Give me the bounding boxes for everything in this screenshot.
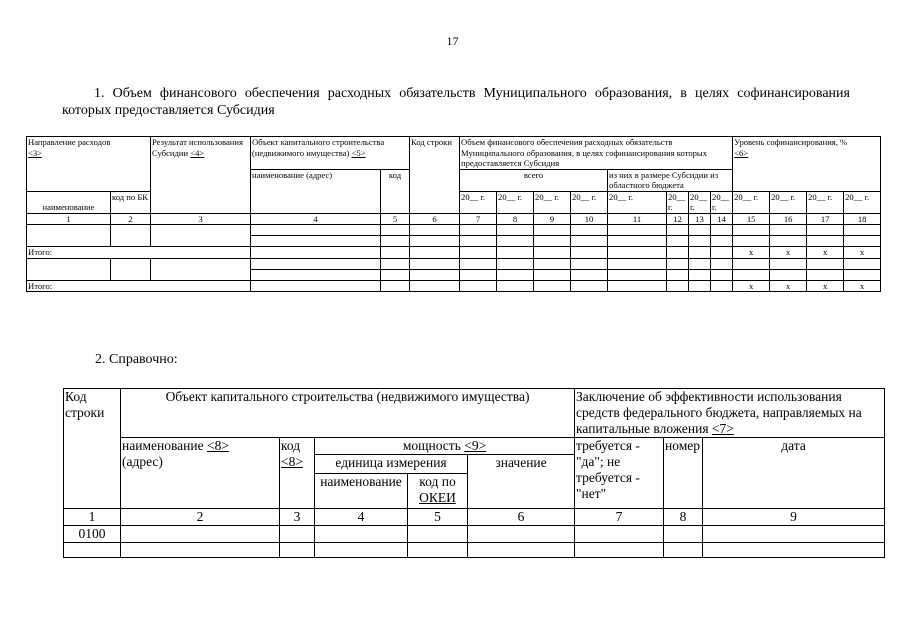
table-cell[interactable] xyxy=(667,247,689,259)
table-cell[interactable] xyxy=(111,225,151,247)
table-cell[interactable] xyxy=(711,247,733,259)
table-cell[interactable] xyxy=(664,526,703,543)
column-number: 11 xyxy=(608,213,667,225)
column-number: 8 xyxy=(664,509,703,526)
table-cell[interactable] xyxy=(121,526,280,543)
table-cell[interactable] xyxy=(689,225,711,236)
column-number: 9 xyxy=(703,509,885,526)
table-cell[interactable] xyxy=(844,269,881,280)
table-cell[interactable] xyxy=(711,225,733,236)
column-number: 8 xyxy=(497,213,534,225)
header-number: номер xyxy=(664,438,703,509)
table-cell[interactable] xyxy=(111,258,151,280)
x-mark: х xyxy=(733,280,770,292)
column-number: 3 xyxy=(151,213,251,225)
column-number: 4 xyxy=(251,213,381,225)
header-total: всего xyxy=(460,169,608,191)
table-cell[interactable] xyxy=(667,280,689,292)
header-name: наименование <8> (адрес) xyxy=(121,438,280,509)
itogo-label: Итого: xyxy=(27,280,251,292)
x-mark: х xyxy=(807,247,844,259)
table-cell[interactable] xyxy=(733,269,770,280)
table-cell[interactable] xyxy=(534,258,571,269)
table-cell[interactable] xyxy=(667,225,689,236)
table-cell[interactable] xyxy=(689,280,711,292)
header-capacity: мощность <9> xyxy=(315,438,575,455)
header-object: Объект капитального строительства (недвижимого имущества) xyxy=(121,389,575,438)
table-cell[interactable] xyxy=(667,269,689,280)
table-cell[interactable] xyxy=(608,225,667,236)
x-mark: х xyxy=(807,280,844,292)
section2-title: 2. Справочно: xyxy=(95,352,178,367)
table-cell[interactable] xyxy=(807,236,844,247)
reference-table xyxy=(63,388,885,558)
table-cell[interactable] xyxy=(251,280,381,292)
column-number: 16 xyxy=(770,213,807,225)
section1-title xyxy=(62,85,850,119)
table-cell[interactable] xyxy=(571,280,608,292)
column-number: 17 xyxy=(807,213,844,225)
table-cell[interactable] xyxy=(534,247,571,259)
column-number: 10 xyxy=(571,213,608,225)
column-number: 1 xyxy=(27,213,111,225)
table-cell[interactable] xyxy=(689,269,711,280)
header-code: код <8> xyxy=(280,438,315,509)
table-cell[interactable] xyxy=(733,236,770,247)
table-cell[interactable] xyxy=(571,225,608,236)
footnote-link-8[interactable]: <8> xyxy=(206,438,229,453)
column-number: 2 xyxy=(111,213,151,225)
column-number: 13 xyxy=(689,213,711,225)
column-number-row xyxy=(64,509,885,526)
table-cell[interactable] xyxy=(280,526,315,543)
table-cell[interactable] xyxy=(667,258,689,269)
page-number: 17 xyxy=(446,34,459,48)
footnote-link-7[interactable]: <7> xyxy=(711,421,734,436)
table-cell[interactable] xyxy=(664,543,703,558)
okei-link[interactable]: ОКЕИ xyxy=(419,490,456,505)
table-cell[interactable] xyxy=(410,269,460,280)
table-cell[interactable] xyxy=(251,225,381,236)
column-number: 14 xyxy=(711,213,733,225)
year-header: 20__ г. xyxy=(689,191,711,213)
table-cell[interactable] xyxy=(280,543,315,558)
table-row xyxy=(27,225,881,236)
footnote-link-9[interactable]: <9> xyxy=(464,438,487,453)
column-number-row xyxy=(27,213,881,225)
table-cell[interactable] xyxy=(251,269,381,280)
year-header: 20__ г. xyxy=(534,191,571,213)
header-unit-name: наименование xyxy=(315,474,408,509)
table-cell[interactable] xyxy=(608,258,667,269)
table-cell[interactable] xyxy=(844,258,881,269)
column-number: 18 xyxy=(844,213,881,225)
table-cell[interactable] xyxy=(251,236,381,247)
table-cell[interactable] xyxy=(497,258,534,269)
table-cell[interactable] xyxy=(608,280,667,292)
table-cell[interactable] xyxy=(410,247,460,259)
year-header: 20__ г. xyxy=(733,191,770,213)
table-cell[interactable] xyxy=(460,247,497,259)
table-cell[interactable] xyxy=(460,280,497,292)
table-cell[interactable] xyxy=(534,236,571,247)
column-number: 5 xyxy=(408,509,468,526)
column-number: 5 xyxy=(381,213,410,225)
x-mark: х xyxy=(733,247,770,259)
x-mark: х xyxy=(770,280,807,292)
itogo-label: Итого: xyxy=(27,247,251,259)
table-cell[interactable] xyxy=(689,258,711,269)
itogo-row xyxy=(27,247,881,259)
table-cell[interactable] xyxy=(460,225,497,236)
table-cell[interactable] xyxy=(460,269,497,280)
header-regional: из них в размере Субсидии из областного бюджета xyxy=(608,169,733,191)
table-cell[interactable] xyxy=(497,280,534,292)
table-cell[interactable] xyxy=(460,258,497,269)
table-cell[interactable] xyxy=(497,269,534,280)
column-number: 6 xyxy=(468,509,575,526)
table-cell[interactable] xyxy=(151,258,251,280)
footnote-link-5[interactable]: <5> xyxy=(351,147,366,158)
table-cell[interactable] xyxy=(844,236,881,247)
table-cell[interactable] xyxy=(151,225,251,247)
table-cell[interactable] xyxy=(575,543,664,558)
table-cell[interactable] xyxy=(381,269,410,280)
table-cell[interactable] xyxy=(381,236,410,247)
table-cell[interactable] xyxy=(410,236,460,247)
table-cell[interactable] xyxy=(667,236,689,247)
column-number: 9 xyxy=(534,213,571,225)
column-number: 4 xyxy=(315,509,408,526)
table-row xyxy=(64,543,885,558)
header-direction-code: код по БК xyxy=(111,191,151,213)
table-cell[interactable] xyxy=(534,280,571,292)
year-header: 20__ г. xyxy=(497,191,534,213)
table-cell[interactable] xyxy=(770,236,807,247)
table-cell[interactable] xyxy=(534,269,571,280)
year-header: 20__ г. xyxy=(571,191,608,213)
header-unit: единица измерения xyxy=(315,455,468,474)
table-cell[interactable] xyxy=(770,258,807,269)
table-cell[interactable] xyxy=(711,269,733,280)
section1-title-text: 1. Объем финансового обеспечения расходных обязательств Муниципального образования, в целях софинансирования которых предоставляется Субсидия xyxy=(62,86,850,118)
table-cell[interactable] xyxy=(703,526,885,543)
header-direction: Направление расходов <3> xyxy=(27,137,151,192)
footnote-link-6[interactable]: <6> xyxy=(734,147,749,158)
header-object: Объект капитального строительства (недвижимого имущества) <5> xyxy=(251,137,410,170)
table-cell[interactable] xyxy=(381,258,410,269)
column-number: 2 xyxy=(121,509,280,526)
table-cell[interactable] xyxy=(571,258,608,269)
year-header: 20__ г. xyxy=(807,191,844,213)
table-cell[interactable] xyxy=(770,269,807,280)
table-cell[interactable] xyxy=(711,258,733,269)
table-cell[interactable] xyxy=(27,258,111,280)
header-level: Уровень софинансирования, % <6> xyxy=(733,137,881,192)
year-header: 20__ г. xyxy=(608,191,667,213)
table-cell[interactable] xyxy=(571,269,608,280)
table-cell[interactable] xyxy=(410,280,460,292)
table-row xyxy=(64,526,885,543)
column-number: 12 xyxy=(667,213,689,225)
column-number: 7 xyxy=(575,509,664,526)
table-cell[interactable] xyxy=(689,247,711,259)
header-result: Результат использования Субсидии <4> xyxy=(151,137,251,214)
header-row-code: Код строки xyxy=(410,137,460,214)
table-cell[interactable] xyxy=(410,225,460,236)
table-cell[interactable] xyxy=(410,258,460,269)
x-mark: х xyxy=(770,247,807,259)
table-cell[interactable] xyxy=(27,225,111,247)
table-cell[interactable] xyxy=(64,543,121,558)
table-cell[interactable] xyxy=(844,225,881,236)
x-mark: х xyxy=(844,280,881,292)
table-cell[interactable] xyxy=(711,280,733,292)
table-cell[interactable] xyxy=(468,543,575,558)
header-object-code: код xyxy=(381,169,410,213)
table-cell[interactable] xyxy=(689,236,711,247)
column-number: 7 xyxy=(460,213,497,225)
row-code-cell: 0100 xyxy=(64,526,121,543)
column-number: 6 xyxy=(410,213,460,225)
table-cell[interactable] xyxy=(315,526,408,543)
year-header: 20__ г. xyxy=(770,191,807,213)
header-volume: Объем финансового обеспечения расходных обязательств Муниципального образования, в целях софинансирования которых предоставляется Субсидия xyxy=(460,137,733,170)
header-conclusion: Заключение об эффективности использования средств федерального бюджета, направляемых на капитальные вложения <7> xyxy=(575,389,885,438)
table-cell[interactable] xyxy=(807,225,844,236)
table-cell[interactable] xyxy=(381,225,410,236)
table-cell[interactable] xyxy=(315,543,408,558)
table-cell[interactable] xyxy=(460,236,497,247)
table-cell[interactable] xyxy=(807,269,844,280)
footnote-link-4[interactable]: <4> xyxy=(190,147,205,158)
table-cell[interactable] xyxy=(251,258,381,269)
footnote-link-8b[interactable]: <8> xyxy=(281,454,303,469)
table-cell[interactable] xyxy=(381,247,410,259)
table-cell[interactable] xyxy=(608,236,667,247)
table-cell[interactable] xyxy=(608,269,667,280)
header-okei: код по ОКЕИ xyxy=(408,474,468,509)
table-cell[interactable] xyxy=(497,225,534,236)
header-date: дата xyxy=(703,438,885,509)
table-cell[interactable] xyxy=(575,526,664,543)
table-cell[interactable] xyxy=(733,258,770,269)
table-cell[interactable] xyxy=(807,258,844,269)
table-cell[interactable] xyxy=(381,280,410,292)
year-header: 20__ г. xyxy=(460,191,497,213)
table-cell[interactable] xyxy=(534,225,571,236)
table-cell[interactable] xyxy=(497,236,534,247)
table-cell[interactable] xyxy=(497,247,534,259)
table-cell[interactable] xyxy=(251,247,381,259)
year-header: 20__ г. xyxy=(844,191,881,213)
table-cell[interactable] xyxy=(121,543,280,558)
table-row xyxy=(27,258,881,269)
header-required: требуется - "да"; не требуется - "нет" xyxy=(575,438,664,509)
table-cell[interactable] xyxy=(468,526,575,543)
header-value: значение xyxy=(468,455,575,509)
year-header: 20__ г. xyxy=(711,191,733,213)
header-direction-name: наименование xyxy=(27,191,111,213)
column-number: 1 xyxy=(64,509,121,526)
footnote-link-3[interactable]: <3> xyxy=(28,147,42,158)
table-cell[interactable] xyxy=(571,236,608,247)
table-cell[interactable] xyxy=(408,543,468,558)
header-object-name: наименование (адрес) xyxy=(251,169,381,213)
table-cell[interactable] xyxy=(408,526,468,543)
table-cell[interactable] xyxy=(770,225,807,236)
header-row-code: Код строки xyxy=(64,389,121,509)
itogo-row xyxy=(27,280,881,292)
year-header: 20__ г. xyxy=(667,191,689,213)
table-cell[interactable] xyxy=(703,543,885,558)
financing-table xyxy=(26,136,881,292)
x-mark: х xyxy=(844,247,881,259)
table-cell[interactable] xyxy=(711,236,733,247)
column-number: 15 xyxy=(733,213,770,225)
table-cell[interactable] xyxy=(571,247,608,259)
table-cell[interactable] xyxy=(608,247,667,259)
column-number: 3 xyxy=(280,509,315,526)
table-cell[interactable] xyxy=(733,225,770,236)
